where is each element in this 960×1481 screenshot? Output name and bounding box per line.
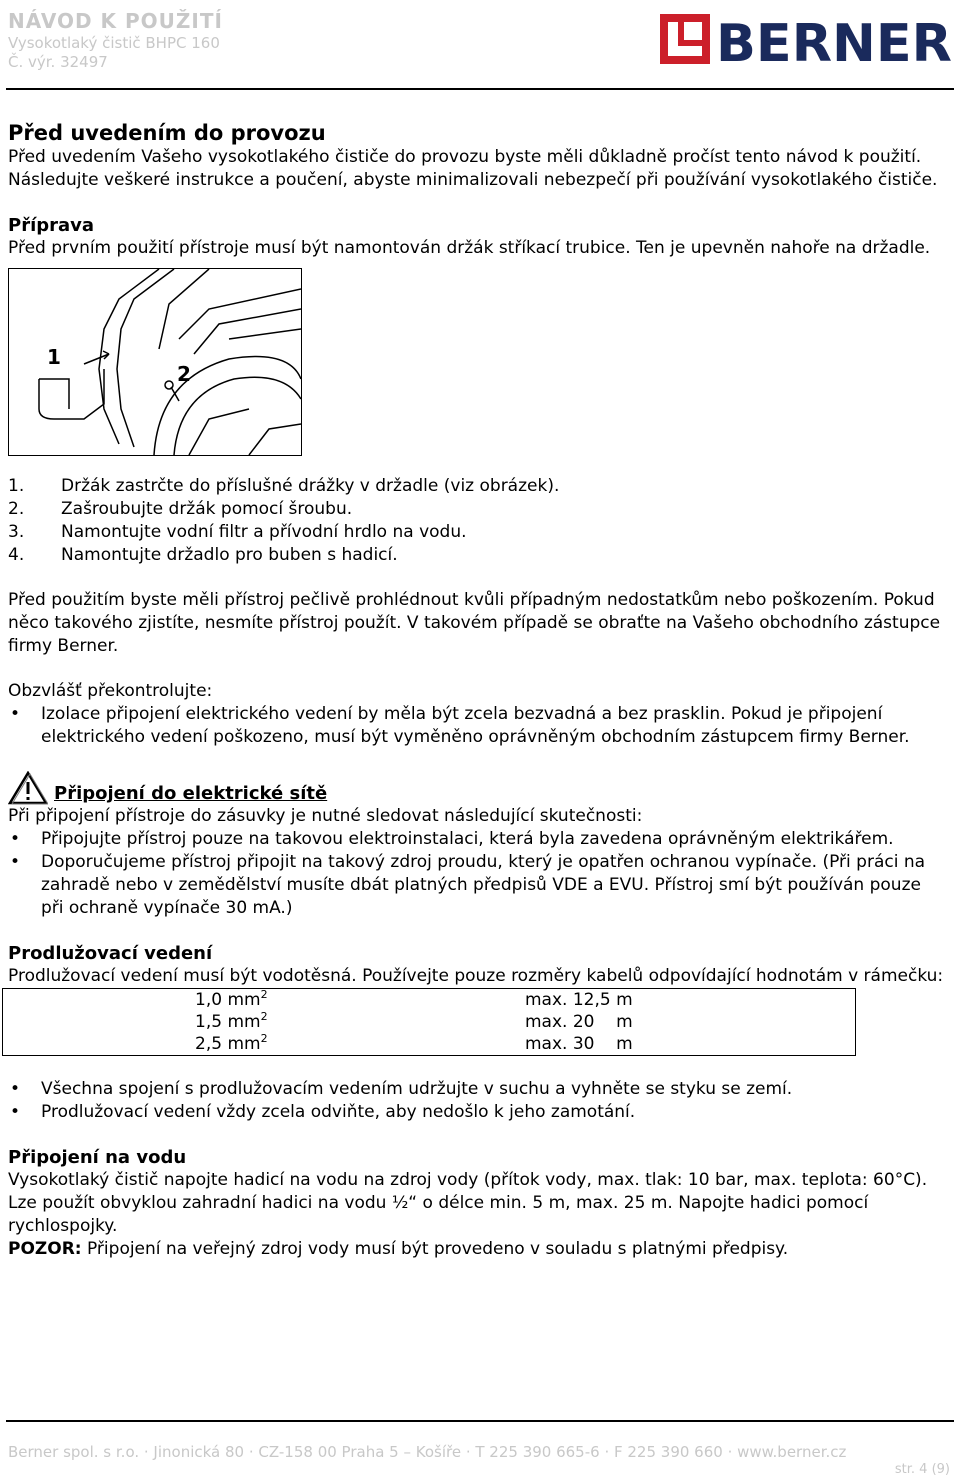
header-divider xyxy=(6,88,954,90)
mounting-illustration xyxy=(8,268,302,456)
electrical-intro: Při připojení přístroje do zásuvky je nutné sledovat následující skutečnosti: xyxy=(8,806,643,826)
section-title-electrical: Připojení do elektrické sítě xyxy=(54,783,328,804)
table-row: 1,5 $mm^2$ max. 20 m xyxy=(195,1010,633,1032)
inspection-list xyxy=(8,703,948,749)
bullet-icon: • xyxy=(10,829,21,849)
list-item: 2. Zašroubujte držák pomocí šroubu. xyxy=(8,499,353,519)
berner-logo xyxy=(660,14,955,66)
list-item: 3. Namontujte vodní filtr a přívodní hrdlo na vodu. xyxy=(8,522,467,542)
inspection-title: Obzvlášť překontrolujte: xyxy=(8,681,213,701)
table-row: 1,0 $mm^2$ max. 12,5 m xyxy=(195,988,633,1010)
list-item: • Prodlužovací vedení vždy zcela odviňte, aby nedošlo k jeho zamotání. xyxy=(10,1102,636,1122)
bullet-icon: • xyxy=(10,1102,21,1122)
logo-wordmark: BERNER xyxy=(716,14,952,66)
table-row: 2,5 $mm^2$ max. 30 m xyxy=(195,1032,633,1054)
section-title-preparation: Příprava xyxy=(8,215,95,236)
footer-divider xyxy=(6,1420,954,1422)
electrical-list xyxy=(8,828,948,920)
bullet-icon: • xyxy=(10,704,21,724)
section-title-start: Před uvedením do provozu xyxy=(8,121,326,145)
list-item: • Izolace připojení elektrického vedení by měla být zcela bezvadná a bez prasklin. Pokud je připojení elektrického vedení poškozeno, musí být vyměněno oprávněným obchodním zástupcem firmy Berner. xyxy=(10,704,910,747)
list-item: • Připojujte přístroj pouze na takovou elektroinstalaci, která byla zavedena oprávněným elektrikářem. xyxy=(10,829,894,849)
list-item: • Všechna spojení s prodlužovacím vedením udržujte v suchu a vyhněte se styku se zemí. xyxy=(10,1079,793,1099)
document-header xyxy=(8,8,223,72)
page-number: str. 4 (9) xyxy=(894,1462,950,1477)
extension-list xyxy=(8,1078,948,1124)
figure-label-1: 1 xyxy=(47,345,61,369)
water-text: Vysokotlaký čistič napojte hadicí na vodu na zdroj vody (přítok vody, max. tlak: 10 bar, max. teplota: 60°C). Lze použít obvyklou zahradní hadici na vodu ½“ o délce min. 5 m, max. 25 m. Napojte hadici pomocí rychlospojky. xyxy=(8,1170,928,1236)
warning-triangle-icon xyxy=(8,771,48,805)
section-title-extension: Prodlužovací vedení xyxy=(8,943,213,964)
section-title-water: Připojení na vodu xyxy=(8,1147,187,1168)
page-content xyxy=(8,120,948,1261)
bullet-icon: • xyxy=(10,1079,21,1099)
header-title: NÁVOD K POUŽITÍ xyxy=(8,9,223,33)
section-text-preparation: Před prvním použití přístroje musí být namontován držák stříkací trubice. Ten je upevněn nahoře na držadle. xyxy=(8,238,931,258)
bullet-icon: • xyxy=(10,852,21,872)
inspection-text: Před použitím byste měli přístroj pečlivě prohlédnout kvůli případným nedostatkům nebo poškozením. Pokud něco takového zjistíte, nesmíte přístroj použít. V takovém případě se obraťte na Vašeho obchodního zástupce firmy Berner. xyxy=(8,590,941,656)
cable-size-table xyxy=(2,988,856,1056)
preparation-steps xyxy=(8,475,948,567)
list-item: 1. Držák zastrčte do příslušné drážky v držadle (viz obrázek). xyxy=(8,476,560,496)
list-item: • Doporučujeme přístroj připojit na takový zdroj proudu, který je opatřen ochranou vypínače. (Při práci na zahradě nebo v zemědělství musíte dbát platných předpisů VDE a EVU. Přístroj smí být používán pouze při ochraně vypínače 30 mA.) xyxy=(10,852,926,918)
list-item: 4. Namontujte držadlo pro buben s hadicí. xyxy=(8,545,398,565)
water-warning: POZOR: Připojení na veřejný zdroj vody musí být provedeno v souladu s platnými předpisy. xyxy=(8,1239,789,1259)
electrical-heading xyxy=(8,771,948,805)
footer-address: Berner spol. s r.o. · Jinonická 80 · CZ-158 00 Praha 5 – Košíře · T 225 390 665-6 · F 225 390 660 · www.berner.cz xyxy=(8,1443,847,1461)
header-product: Vysokotlaký čistič BHPC 160 xyxy=(8,34,220,52)
section-text-start: Před uvedením Vašeho vysokotlakého čističe do provozu byste měli důkladně pročíst tento návod k použití. Následujte veškeré instrukce a poučení, abyste minimalizovali nebezpečí při používání vysokotlakého čističe. xyxy=(8,147,938,190)
extension-text: Prodlužovací vedení musí být vodotěsná. Používejte pouze rozměry kabelů odpovídající hodnotám v rámečku: xyxy=(8,966,944,986)
header-article: Č. výr. 32497 xyxy=(8,53,108,71)
figure-label-2: 2 xyxy=(177,362,191,386)
